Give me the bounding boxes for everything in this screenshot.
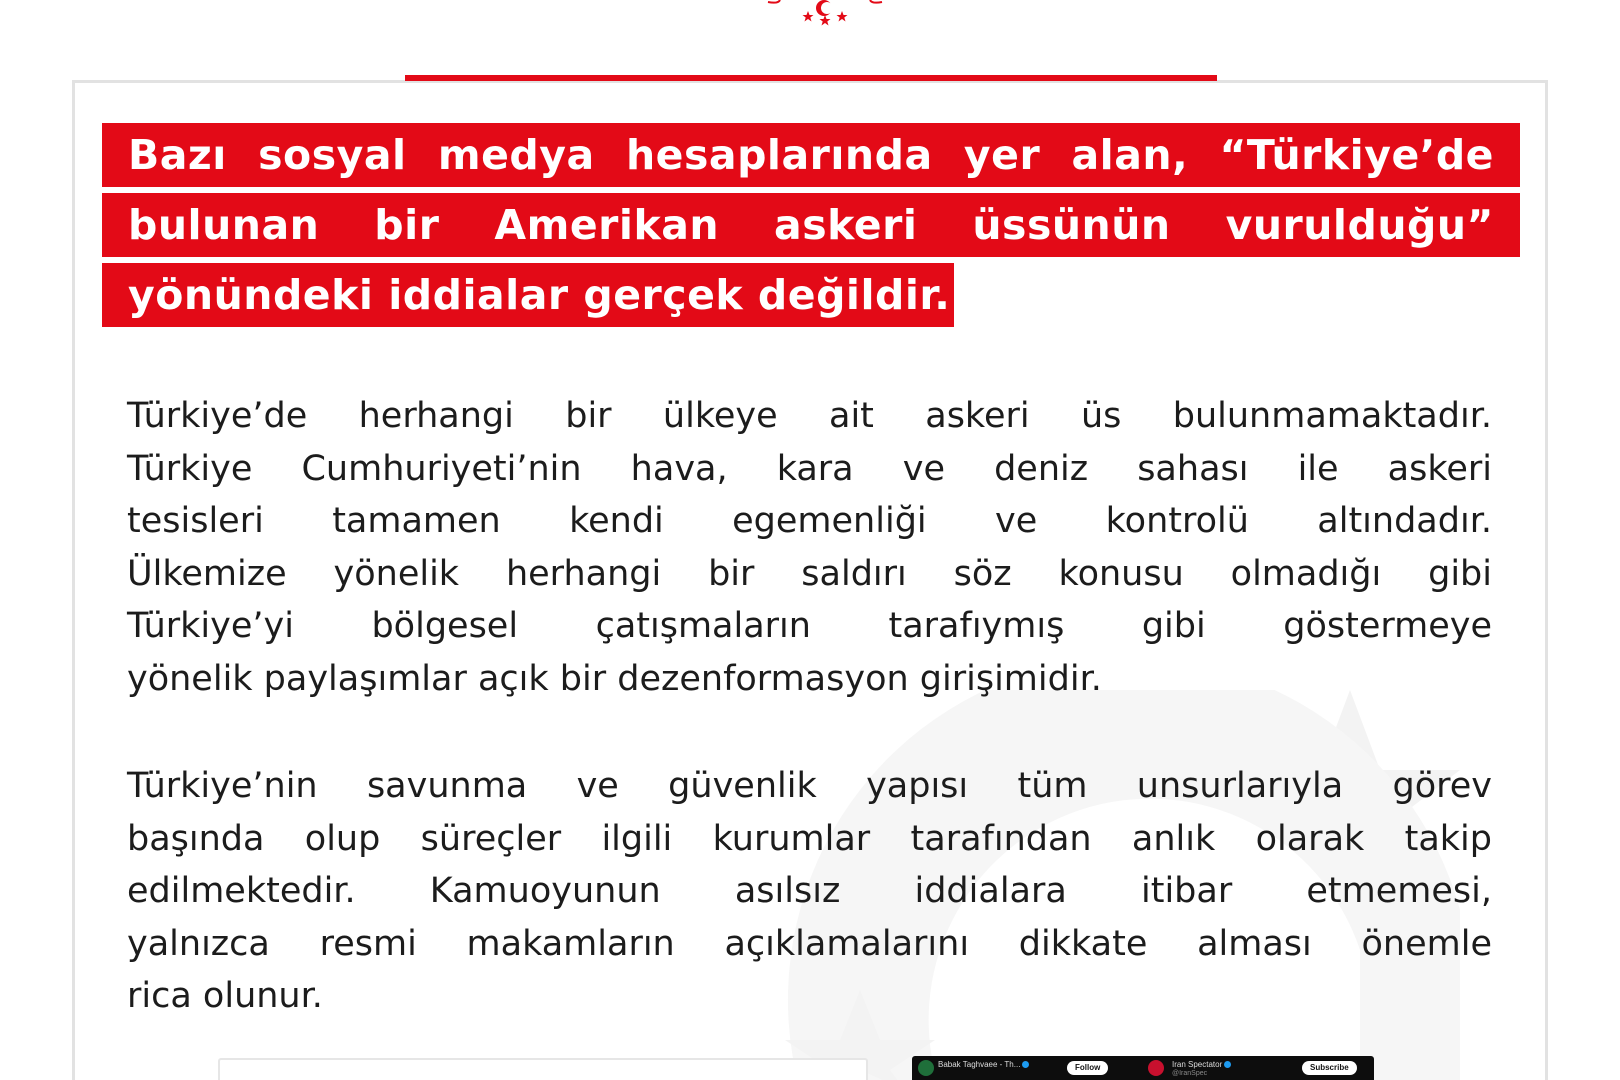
subscribe-button[interactable]: Subscribe — [1302, 1061, 1357, 1075]
paragraph-line: yalnızca resmi makamların açıklamalarını dikkate alması önemle — [127, 923, 1492, 964]
paragraph-line: Türkiye’nin savunma ve güvenlik yapısı tüm unsurlarıyla görev — [127, 766, 1492, 806]
post-author-name — [938, 1060, 1029, 1069]
body-paragraph-1 — [127, 390, 1492, 705]
paragraph-line: Ülkemize yönelik herhangi bir saldırı söz konusu olmadığı gibi — [127, 553, 1492, 594]
headline-line-3: yönündeki iddialar gerçek değildir. — [102, 263, 954, 327]
paragraph-line: edilmektedir. Kamuoyunun asılsız iddialara itibar etmemesi, — [127, 871, 1492, 911]
post-author-name — [1172, 1060, 1231, 1069]
paragraph-line: başında olup süreçler ilgili kurumlar tarafından anlık olarak takip — [127, 818, 1492, 859]
paragraph-line: yönelik paylaşımlar açık bir dezenformasyon girişimidir. — [127, 658, 1102, 699]
headline-line-1: Bazı sosyal medya hesaplarında yer alan, “Türkiye’de — [102, 123, 1520, 187]
paragraph-line: Türkiye’de herhangi bir ülkeye ait askeri üs bulunmamaktadır. — [127, 396, 1492, 436]
evidence-screenshot-left — [218, 1058, 868, 1080]
post-author-name-text: Iran Spectator — [1172, 1060, 1223, 1069]
evidence-screenshot-right — [912, 1056, 1374, 1080]
post-author-handle: @IranSpec — [1172, 1070, 1208, 1077]
headline-line-2: bulunan bir Amerikan askeri üssünün vurulduğu” — [102, 193, 1520, 257]
body-paragraph-2 — [127, 760, 1492, 1023]
paragraph-line: Türkiye’yi bölgesel çatışmaların tarafıymış gibi göstermeye — [127, 606, 1492, 646]
top-accent-rule — [405, 75, 1217, 81]
follow-button[interactable]: Follow — [1067, 1061, 1108, 1075]
avatar — [1148, 1060, 1164, 1076]
paragraph-line: tesisleri tamamen kendi egemenliği ve kontrolü altındadır. — [127, 501, 1492, 541]
verified-badge-icon — [1224, 1061, 1231, 1068]
star-crescent-emblem-icon — [760, 0, 890, 28]
paragraph-line: rica olunur. — [127, 976, 323, 1016]
verified-badge-icon — [1022, 1061, 1029, 1068]
paragraph-line: Türkiye Cumhuriyeti’nin hava, kara ve deniz sahası ile askeri — [127, 448, 1492, 489]
post-author-name-text: Babak Taghvaee - Th... — [938, 1060, 1021, 1069]
avatar — [918, 1060, 934, 1076]
